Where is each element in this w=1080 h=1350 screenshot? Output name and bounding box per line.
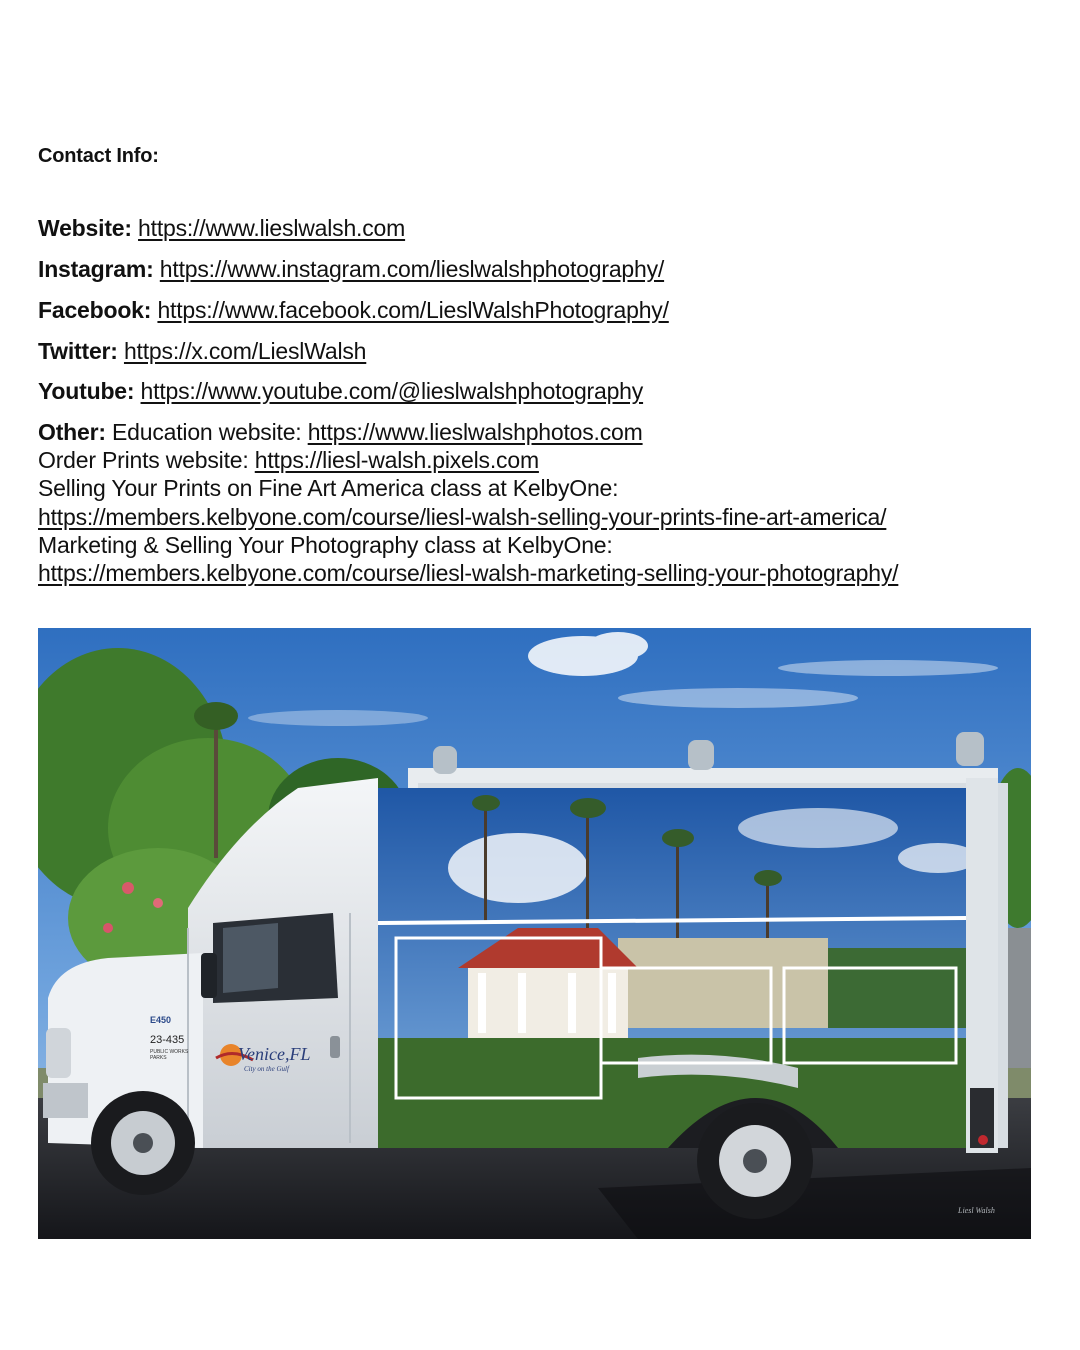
venice-logo-tagline: City on the Gulf xyxy=(244,1065,289,1073)
contact-row-youtube xyxy=(38,377,643,405)
twitter-label: Twitter: xyxy=(38,338,118,364)
contact-row-twitter xyxy=(38,337,366,365)
instagram-label: Instagram: xyxy=(38,256,154,282)
rear-wheel xyxy=(697,1103,813,1219)
facebook-link[interactable]: https://www.facebook.com/LieslWalshPhotography/ xyxy=(157,297,669,323)
prints-text: Order Prints website: xyxy=(38,447,249,474)
class1-link[interactable]: https://members.kelbyone.com/course/liesl-walsh-selling-your-prints-fine-art-america/ xyxy=(38,503,887,530)
youtube-link[interactable]: https://www.youtube.com/@lieslwalshphotography xyxy=(140,378,644,404)
contact-row-website xyxy=(38,214,405,242)
truck-box xyxy=(378,732,1008,1153)
instagram-link[interactable]: https://www.instagram.com/lieslwalshphotography/ xyxy=(159,256,665,282)
prints-link[interactable]: https://liesl-walsh.pixels.com xyxy=(254,447,539,474)
photographer-signature: Liesl Walsh xyxy=(958,1206,995,1215)
contact-row-facebook xyxy=(38,296,669,324)
other-line-prints xyxy=(38,446,898,474)
youtube-label: Youtube: xyxy=(38,378,135,404)
facebook-label: Facebook: xyxy=(38,297,152,323)
front-wheel xyxy=(91,1091,195,1195)
education-link[interactable]: https://www.lieslwalshphotos.com xyxy=(307,419,643,445)
twitter-link[interactable]: https://x.com/LieslWalsh xyxy=(123,338,367,364)
contact-info-heading: Contact Info: xyxy=(38,145,159,167)
class2-text: Marketing & Selling Your Photography class at KelbyOne: xyxy=(38,531,613,558)
other-section xyxy=(38,418,898,587)
class2-link[interactable]: https://members.kelbyone.com/course/liesl-walsh-marketing-selling-your-photography/ xyxy=(38,560,899,587)
truck-dept-text: PUBLIC WORKS xyxy=(150,1049,189,1055)
website-link[interactable]: https://www.lieslwalsh.com xyxy=(138,215,406,241)
other-label: Other: xyxy=(38,419,106,445)
truck-dept2-text: PARKS xyxy=(150,1055,167,1061)
website-label: Website: xyxy=(38,215,132,241)
truck-model-text: E450 xyxy=(150,1015,172,1025)
venice-logo-title: Venice,FL xyxy=(238,1044,311,1064)
education-text: Education website: xyxy=(112,419,302,445)
class1-text: Selling Your Prints on Fine Art America class at KelbyOne: xyxy=(38,475,619,502)
truck-number-text: 23-435 xyxy=(150,1034,185,1046)
truck-photo xyxy=(38,628,1031,1239)
contact-row-instagram xyxy=(38,255,664,283)
other-line-education xyxy=(38,418,898,446)
